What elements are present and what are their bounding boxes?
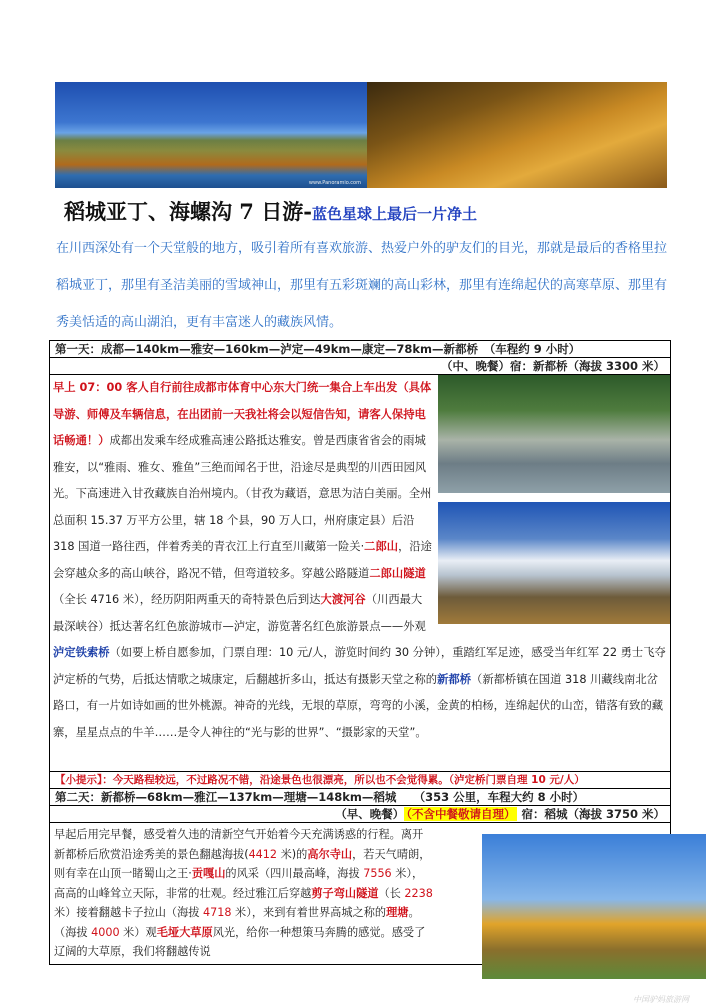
- grassland-photo: [55, 82, 367, 188]
- intro-paragraph: 在川西深处有一个天堂般的地方，吸引着所有喜欢旅游、热爱户外的驴友们的目光，那就是最后的香格里拉稻城亚丁，那里有圣洁美丽的雪域神山，那里有五彩斑斓的高山彩林，那里有连绵起伏的高寒草原、那里有秀美恬适的高山湖泊，更有丰富迷人的藏族风情。: [56, 241, 668, 330]
- d2-h2: 7556: [363, 867, 392, 880]
- d2-t1: 早起后用完早餐，感受着久违的清新空气开始着今天充满诱惑的行程。离开新都桥后欣赏沿途秀美的景色翻越海拔(: [54, 828, 424, 861]
- luding-bridge: 泸定铁索桥: [53, 646, 110, 659]
- d2-t4: 的风采（四川最高峰，海拔: [225, 867, 364, 880]
- day2-meals: [50, 806, 670, 823]
- gaoer-mountain: 高尔寺山: [307, 847, 353, 861]
- day1-photos: [438, 375, 670, 624]
- day1-meals: （中、晚餐）宿：新都桥（海拔 3300 米）: [50, 358, 670, 375]
- day2-meals-c: 宿：稻城（海拔 3750 米）: [521, 807, 665, 821]
- photo-caption: www.Panoramio.com: [308, 180, 361, 186]
- day1-header: 第一天：成都—140km—雅安—160km—泸定—49km—康定—78km—新都桥 （车程约 9 小时）: [50, 341, 670, 358]
- d2-t6: （长: [378, 886, 405, 900]
- suspension-bridge-photo: [438, 375, 670, 493]
- header-banner: [55, 82, 667, 188]
- title-text: 稻城亚丁、海螺沟 7 日游-: [64, 199, 312, 224]
- page-title: [64, 196, 477, 226]
- d2-h3: 2238: [404, 886, 433, 900]
- d2-h5: 4000: [91, 925, 120, 939]
- d2-t8: 米），来到有着世界高城之称的: [231, 906, 387, 919]
- day1-content: [50, 375, 670, 772]
- jianzi-tunnel: 剪子弯山隧道: [311, 886, 379, 900]
- d2-t10: 米）观: [119, 925, 157, 939]
- watermark: 中国驴妈旅游网: [633, 995, 689, 1004]
- d2-t9: 。（海拔: [54, 906, 420, 939]
- d2-t11: 风光，给你一种想策马奔腾的感觉。感受了辽阔的大草原，我们将翻越传说: [54, 925, 426, 958]
- d2-t5: 米），高高的山峰耸立天际，非常的壮观。经过雅江后穿越: [54, 867, 424, 900]
- d2-t7: 米）接着翻越卡子拉山（海拔: [54, 906, 203, 919]
- day1-notice: 早上 07：00 客人自行前往成都市体育中心东大门统一集合上车出发（具体导游、师傅及车辆信息，在出团前一天我社将会以短信告知，请客人保持电话畅通！）: [53, 381, 432, 447]
- snow-mountain-photo: [438, 502, 670, 624]
- subtitle: 蓝色星球上最后一片净土: [311, 205, 477, 223]
- d2-t2: 米)的: [277, 847, 308, 861]
- day1-tip: 【小提示】：今天路程较远，不过路况不错，沿途景色也很漂亮，所以也不会觉得累。（泸定桥门票自理 10 元/人）: [50, 772, 670, 789]
- day1-text-5: （如要上桥自愿参加，门票自理：10 元/人，游览时间约 30 分钟），重踏红军足迹，感受当年红军 22 勇士飞夺泸定桥的气势，后抵达情歌之城康定，后翻越折多山，抵达有摄影天堂之称的: [53, 646, 666, 686]
- d2-h4: 4718: [203, 906, 232, 919]
- day2-meals-note: （不含中餐敬请自理）: [406, 807, 516, 821]
- dadu-valley: 大渡河谷: [320, 593, 366, 606]
- day2-meals-a: （早、晚餐）: [335, 807, 405, 821]
- erlangshan-link: 二郎山: [364, 540, 399, 553]
- day1-text-4: （川西最大最深峡谷）抵达著名红色旅游城市—泸定，游览著名红色旅游景点——外观: [53, 593, 426, 633]
- day1-text-3: （全长 4716 米），经历阴阳两重天的奇特景色后到达: [53, 593, 321, 606]
- autumn-tree-photo: [482, 834, 706, 979]
- gongga-mountain: 贡嘎山: [191, 867, 226, 880]
- d2-t3: ，若天气晴朗，则有幸在山顶一睹蜀山之王·: [54, 847, 431, 880]
- day1-text-2: ，沿途会穿越众多的高山峡谷，路况不错，但弯道较多。穿越公路隧道: [53, 540, 432, 580]
- xinduqiao: 新都桥: [437, 672, 472, 686]
- day1-text-6: （新都桥镇在国道 318 川藏线南北岔路口，有一片如诗如画的世外桃源。神奇的光线，无垠的草原，弯弯的小溪，金黄的柏杨，连绵起伏的山峦，错落有致的藏寨，星星点点的牛羊……是令人神往的“光与影的世界”、“摄影家的天堂”。: [53, 672, 664, 739]
- litang: 理塘: [386, 906, 409, 919]
- maoya-grassland: 毛垭大草原: [156, 925, 213, 939]
- erlangshan-tunnel: 二郎山隧道: [369, 566, 426, 580]
- day2-text: [50, 823, 438, 964]
- autumn-forest-photo: [367, 82, 667, 188]
- day2-header: 第二天：新都桥—68km—雅江—137km—理塘—148km—稻城 （353 公里，车程大约 8 小时）: [50, 789, 670, 806]
- d2-h1: 4412: [248, 847, 278, 861]
- day1-text-1: 成都出发乘车经成雅高速公路抵达雅安。曾是西康省省会的雨城雅安，以“雅雨、雅女、雅鱼”三绝而闻名于世，沿途尽是典型的川西田园风光。下高速进入甘孜藏族自治州境内。（甘孜为藏语，意思为洁白美丽。全州总面积 15.37 万平方公里，辖 18 个县，90 万人口，州府康定县）后沿 318 国道一路往西，伴着秀美的青衣江上行直至川藏第一险关·: [53, 434, 432, 553]
